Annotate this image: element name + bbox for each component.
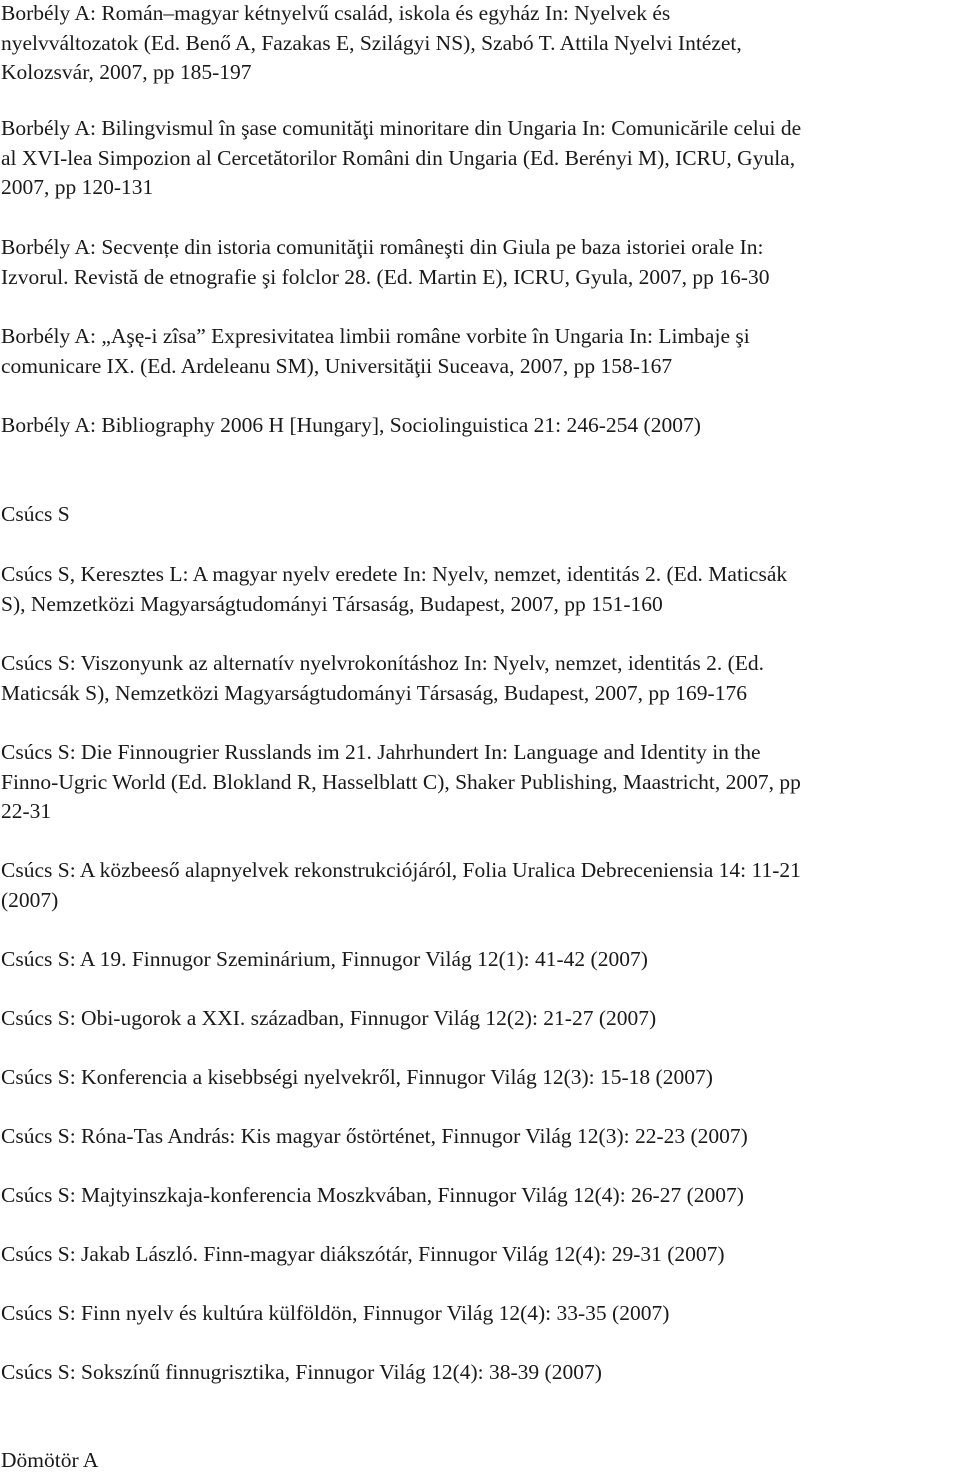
entry-line: Csúcs S: A közbeeső alapnyelvek rekonstrukciójáról, Folia Uralica Debreceniensia 14: 11-21	[1, 858, 801, 882]
entry-line: Csúcs S: Obi-ugorok a XXI. században, Finnugor Világ 12(2): 21-27 (2007)	[1, 1006, 657, 1030]
entry-line: (2007)	[1, 887, 59, 912]
author-heading: Csúcs S	[1, 502, 70, 526]
bibliography-entry	[1, 1181, 958, 1211]
entry-line: comunicare IX. (Ed. Ardeleanu SM), Universităţii Suceava, 2007, pp 158-167	[1, 353, 673, 378]
entry-line: Finno-Ugric World (Ed. Blokland R, Hasselblatt C), Shaker Publishing, Maastricht, 2007, pp	[1, 769, 801, 794]
entry-line: Csúcs S: Viszonyunk az alternatív nyelvrokonításhoz In: Nyelv, nemzet, identitás 2. (Ed.	[1, 651, 764, 675]
bibliography-entry	[1, 649, 958, 708]
bibliography-entry	[1, 945, 958, 975]
entry-line: S), Nemzetközi Magyarságtudományi Társaság, Budapest, 2007, pp 151-160	[1, 591, 663, 616]
bibliography-entry	[1, 560, 958, 619]
entry-line: Csúcs S: Die Finnougrier Russlands im 21. Jahrhundert In: Language and Identity in the	[1, 740, 761, 764]
entry-line: 22-31	[1, 799, 52, 823]
entry-line: Csúcs S: Sokszínű finnugrisztika, Finnugor Világ 12(4): 38-39 (2007)	[1, 1360, 602, 1384]
entry-line: Csúcs S, Keresztes L: A magyar nyelv eredete In: Nyelv, nemzet, identitás 2. (Ed. Maticsák	[1, 562, 788, 586]
entry-line: Kolozsvár, 2007, pp 185-197	[1, 60, 252, 84]
bibliography-entry	[1, 856, 958, 915]
entry-line: Borbély A: Román–magyar kétnyelvű család, iskola és egyház In: Nyelvek és	[1, 1, 671, 25]
bibliography-entry	[1, 411, 958, 441]
entry-line: Csúcs S: A 19. Finnugor Szeminárium, Finnugor Világ 12(1): 41-42 (2007)	[1, 947, 648, 971]
entry-line: 2007, pp 120-131	[1, 175, 154, 199]
bibliography-entry	[1, 1240, 958, 1270]
entry-line: Csúcs S: Konferencia a kisebbségi nyelvekről, Finnugor Világ 12(3): 15-18 (2007)	[1, 1065, 713, 1089]
bibliography-entry	[1, 114, 958, 203]
entry-line: Borbély A: „Aşę-i zîsa” Expresivitatea limbii române vorbite în Ungaria In: Limbaje şi	[1, 324, 750, 348]
entry-line: nyelvváltozatok (Ed. Benő A, Fazakas E, Szilágyi NS), Szabó T. Attila Nyelvi Intézet,	[1, 30, 742, 55]
bibliography-entry	[1, 233, 958, 292]
author-heading: Dömötör A	[1, 1448, 99, 1472]
entry-line: Csúcs S: Jakab László. Finn-magyar diákszótár, Finnugor Világ 12(4): 29-31 (2007)	[1, 1242, 725, 1266]
entry-line: Izvorul. Revistă de etnografie şi folclor 28. (Ed. Martin E), ICRU, Gyula, 2007, pp 16-30	[1, 264, 770, 289]
entry-line: Maticsák S), Nemzetközi Magyarságtudományi Társaság, Budapest, 2007, pp 169-176	[1, 680, 747, 705]
bibliography-entry	[1, 1063, 958, 1093]
bibliography-entry	[1, 738, 958, 827]
entry-line: Borbély A: Bilingvismul în şase comunităţi minoritare din Ungaria In: Comunicările celui de	[1, 116, 802, 140]
entry-line: Borbély A: Secvențe din istoria comunităţii româneşti din Giula pe baza istoriei orale In:	[1, 235, 764, 259]
entry-line: al XVI-lea Simpozion al Cercetătorilor Români din Ungaria (Ed. Berényi M), ICRU, Gyula,	[1, 145, 796, 170]
entry-line: Csúcs S: Róna-Tas András: Kis magyar őstörténet, Finnugor Világ 12(3): 22-23 (2007)	[1, 1124, 748, 1148]
bibliography-entry	[1, 1299, 958, 1329]
bibliography-entry	[1, 322, 958, 381]
entry-line: Borbély A: Bibliography 2006 H [Hungary], Sociolinguistica 21: 246-254 (2007)	[1, 413, 701, 437]
entry-line: Csúcs S: Majtyinszkaja-konferencia Moszkvában, Finnugor Világ 12(4): 26-27 (2007)	[1, 1183, 744, 1207]
bibliography-entry	[1, 1004, 958, 1034]
bibliography-entry	[1, 0, 958, 88]
bibliography-entry	[1, 1122, 958, 1152]
bibliography-entry	[1, 1358, 958, 1388]
entry-line: Csúcs S: Finn nyelv és kultúra külföldön, Finnugor Világ 12(4): 33-35 (2007)	[1, 1301, 670, 1325]
